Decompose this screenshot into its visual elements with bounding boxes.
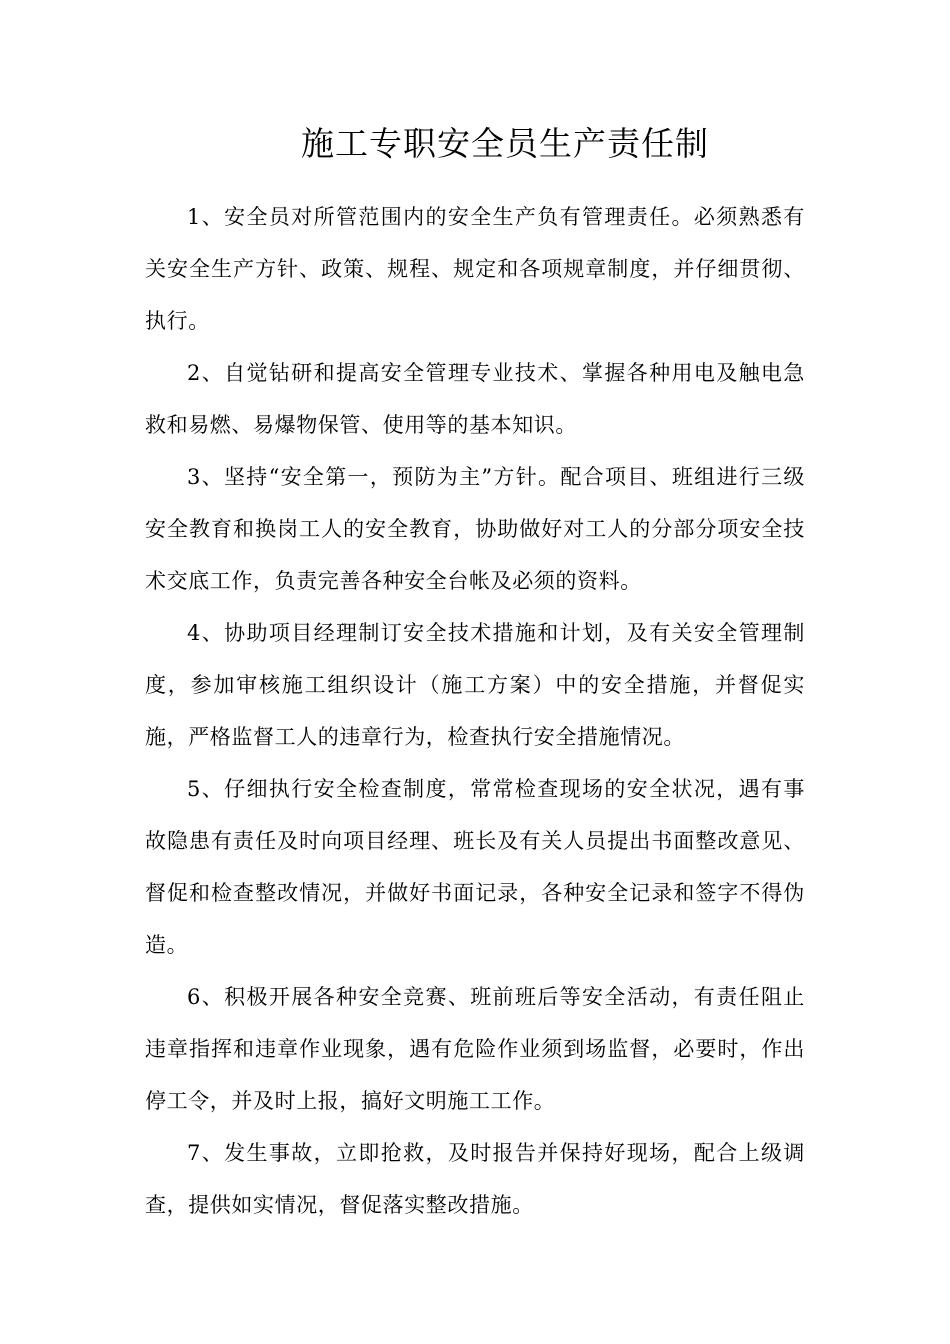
document-title: 施工专职安全员生产责任制 bbox=[301, 124, 709, 163]
paragraph-2: 2、自觉钻研和提高安全管理专业技术、掌握各种用电及触电急救和易燃、易爆物保管、使用等的基本知识。 bbox=[145, 361, 805, 437]
paragraph-3: 3、坚持“安全第一，预防为主”方针。配合项目、班组进行三级安全教育和换岗工人的安全教育，协助做好对工人的分部分项安全技术交底工作，负责完善各种安全台帐及必须的资料。 bbox=[145, 465, 805, 593]
paragraph-5: 5、仔细执行安全检查制度，常常检查现场的安全状况，遇有事故隐患有责任及时向项目经理、班长及有关人员提出书面整改意见、督促和检查整改情况，并做好书面记录，各种安全记录和签字不得伪造。 bbox=[145, 777, 805, 957]
paragraph-6: 6、积极开展各种安全竞赛、班前班后等安全活动，有责任阻止违章指挥和违章作业现象，遇有危险作业须到场监督，必要时，作出停工令，并及时上报，搞好文明施工工作。 bbox=[145, 985, 805, 1113]
document-body bbox=[145, 191, 805, 1231]
paragraph-1: 1、安全员对所管范围内的安全生产负有管理责任。必须熟悉有关安全生产方针、政策、规程、规定和各项规章制度，并仔细贯彻、执行。 bbox=[145, 205, 805, 333]
paragraph-7: 7、发生事故，立即抢救，及时报告并保持好现场，配合上级调查，提供如实情况，督促落实整改措施。 bbox=[145, 1141, 805, 1217]
paragraph-4: 4、协助项目经理制订安全技术措施和计划，及有关安全管理制度，参加审核施工组织设计（施工方案）中的安全措施，并督促实施，严格监督工人的违章行为，检查执行安全措施情况。 bbox=[145, 621, 805, 749]
